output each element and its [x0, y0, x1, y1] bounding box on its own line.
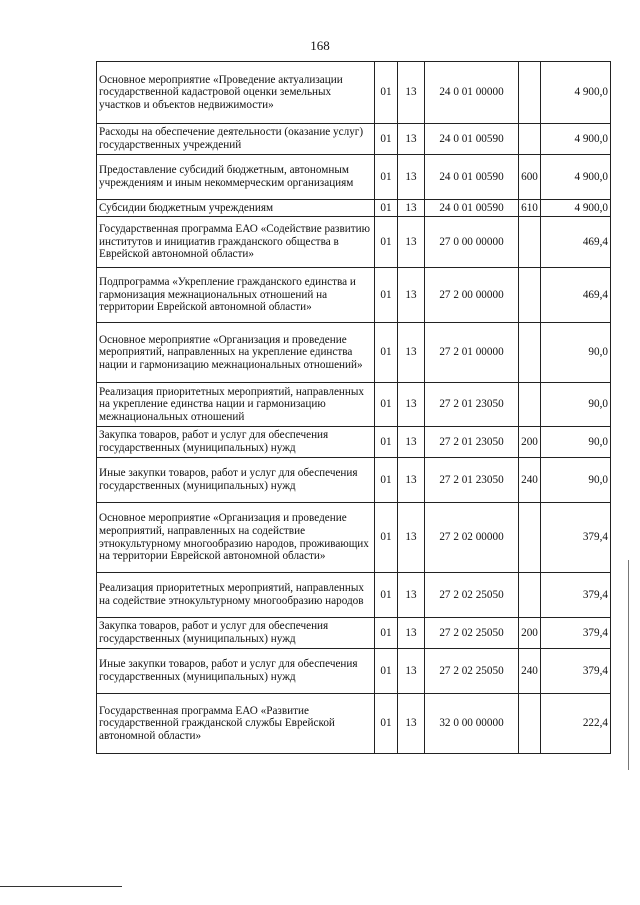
amount-cell: 379,4 [541, 503, 611, 573]
ministry-code-cell: 01 [375, 217, 398, 268]
subsection-code-cell: 13 [398, 268, 425, 323]
table-row [97, 383, 611, 427]
ministry-code-cell: 01 [375, 268, 398, 323]
name-cell: Подпрограмма «Укрепление гражданского единства и гармонизация межнациональных отношений на территории Еврейской автономной области» [97, 268, 375, 323]
expense-type-cell [519, 217, 541, 268]
expense-type-cell: 610 [519, 200, 541, 217]
amount-cell: 90,0 [541, 458, 611, 503]
amount-cell: 90,0 [541, 323, 611, 383]
expense-type-cell: 600 [519, 155, 541, 200]
ministry-code-cell: 01 [375, 618, 398, 649]
expense-type-cell: 200 [519, 618, 541, 649]
ministry-code-cell: 01 [375, 383, 398, 427]
target-article-cell: 32 0 00 00000 [425, 694, 519, 754]
expense-type-cell [519, 62, 541, 124]
amount-cell: 4 900,0 [541, 62, 611, 124]
target-article-cell: 27 2 01 23050 [425, 458, 519, 503]
table-row [97, 323, 611, 383]
amount-cell: 4 900,0 [541, 155, 611, 200]
page-number: 168 [310, 38, 330, 53]
table-row [97, 427, 611, 458]
amount-cell: 379,4 [541, 649, 611, 694]
table-row [97, 618, 611, 649]
target-article-cell: 27 0 00 00000 [425, 217, 519, 268]
ministry-code-cell: 01 [375, 649, 398, 694]
table-row [97, 573, 611, 618]
table-row [97, 458, 611, 503]
subsection-code-cell: 13 [398, 323, 425, 383]
ministry-code-cell: 01 [375, 155, 398, 200]
name-cell: Государственная программа ЕАО «Содействие развитию институтов и инициатив гражданского общества в Еврейской автономной области» [97, 217, 375, 268]
expense-type-cell: 200 [519, 427, 541, 458]
ministry-code-cell: 01 [375, 694, 398, 754]
name-cell: Основное мероприятие «Организация и проведение мероприятий, направленных на укрепление единства нации и гармонизацию межнациональных отношений» [97, 323, 375, 383]
subsection-code-cell: 13 [398, 618, 425, 649]
name-cell: Основное мероприятие «Проведение актуализации государственной кадастровой оценки земельных участков и объектов недвижимости» [97, 62, 375, 124]
name-cell: Иные закупки товаров, работ и услуг для обеспечения государственных (муниципальных) нужд [97, 458, 375, 503]
table-row [97, 503, 611, 573]
subsection-code-cell: 13 [398, 62, 425, 124]
target-article-cell: 27 2 01 23050 [425, 383, 519, 427]
table-row [97, 124, 611, 155]
name-cell: Закупка товаров, работ и услуг для обеспечения государственных (муниципальных) нужд [97, 427, 375, 458]
target-article-cell: 27 2 02 25050 [425, 618, 519, 649]
budget-table-body [97, 62, 611, 754]
subsection-code-cell: 13 [398, 649, 425, 694]
name-cell: Государственная программа ЕАО «Развитие государственной гражданской службы Еврейской автономной области» [97, 694, 375, 754]
amount-cell: 379,4 [541, 618, 611, 649]
ministry-code-cell: 01 [375, 458, 398, 503]
expense-type-cell [519, 503, 541, 573]
table-row [97, 268, 611, 323]
table-row [97, 694, 611, 754]
ministry-code-cell: 01 [375, 200, 398, 217]
amount-cell: 90,0 [541, 427, 611, 458]
expense-type-cell: 240 [519, 458, 541, 503]
name-cell: Иные закупки товаров, работ и услуг для обеспечения государственных (муниципальных) нужд [97, 649, 375, 694]
table-row [97, 62, 611, 124]
amount-cell: 379,4 [541, 573, 611, 618]
amount-cell: 469,4 [541, 268, 611, 323]
subsection-code-cell: 13 [398, 200, 425, 217]
ministry-code-cell: 01 [375, 62, 398, 124]
name-cell: Реализация приоритетных мероприятий, направленных на укрепление единства нации и гармонизацию межнациональных отношений [97, 383, 375, 427]
target-article-cell: 27 2 02 25050 [425, 649, 519, 694]
amount-cell: 4 900,0 [541, 124, 611, 155]
expense-type-cell [519, 124, 541, 155]
table-row [97, 217, 611, 268]
target-article-cell: 27 2 00 00000 [425, 268, 519, 323]
expense-type-cell [519, 573, 541, 618]
subsection-code-cell: 13 [398, 503, 425, 573]
amount-cell: 90,0 [541, 383, 611, 427]
target-article-cell: 24 0 01 00590 [425, 155, 519, 200]
name-cell: Закупка товаров, работ и услуг для обеспечения государственных (муниципальных) нужд [97, 618, 375, 649]
footer-rule [0, 886, 122, 887]
expense-type-cell [519, 383, 541, 427]
subsection-code-cell: 13 [398, 427, 425, 458]
ministry-code-cell: 01 [375, 573, 398, 618]
name-cell: Реализация приоритетных мероприятий, направленных на содействие этнокультурному многообразию народов [97, 573, 375, 618]
subsection-code-cell: 13 [398, 694, 425, 754]
ministry-code-cell: 01 [375, 503, 398, 573]
target-article-cell: 27 2 01 23050 [425, 427, 519, 458]
subsection-code-cell: 13 [398, 155, 425, 200]
margin-line [628, 560, 629, 770]
expense-type-cell [519, 694, 541, 754]
budget-table [96, 61, 611, 754]
expense-type-cell: 240 [519, 649, 541, 694]
target-article-cell: 27 2 02 25050 [425, 573, 519, 618]
table-row [97, 200, 611, 217]
ministry-code-cell: 01 [375, 124, 398, 155]
ministry-code-cell: 01 [375, 323, 398, 383]
name-cell: Основное мероприятие «Организация и проведение мероприятий, направленных на содействие этнокультурному многообразию народов, проживающих на территории Еврейской автономной области» [97, 503, 375, 573]
name-cell: Субсидии бюджетным учреждениям [97, 200, 375, 217]
target-article-cell: 24 0 01 00590 [425, 200, 519, 217]
subsection-code-cell: 13 [398, 573, 425, 618]
table-row [97, 649, 611, 694]
expense-type-cell [519, 268, 541, 323]
target-article-cell: 24 0 01 00000 [425, 62, 519, 124]
subsection-code-cell: 13 [398, 458, 425, 503]
name-cell: Расходы на обеспечение деятельности (оказание услуг) государственных учреждений [97, 124, 375, 155]
expense-type-cell [519, 323, 541, 383]
amount-cell: 469,4 [541, 217, 611, 268]
subsection-code-cell: 13 [398, 124, 425, 155]
target-article-cell: 24 0 01 00590 [425, 124, 519, 155]
table-row [97, 155, 611, 200]
target-article-cell: 27 2 02 00000 [425, 503, 519, 573]
ministry-code-cell: 01 [375, 427, 398, 458]
subsection-code-cell: 13 [398, 383, 425, 427]
amount-cell: 4 900,0 [541, 200, 611, 217]
target-article-cell: 27 2 01 00000 [425, 323, 519, 383]
name-cell: Предоставление субсидий бюджетным, автономным учреждениям и иным некоммерческим организациям [97, 155, 375, 200]
subsection-code-cell: 13 [398, 217, 425, 268]
amount-cell: 222,4 [541, 694, 611, 754]
